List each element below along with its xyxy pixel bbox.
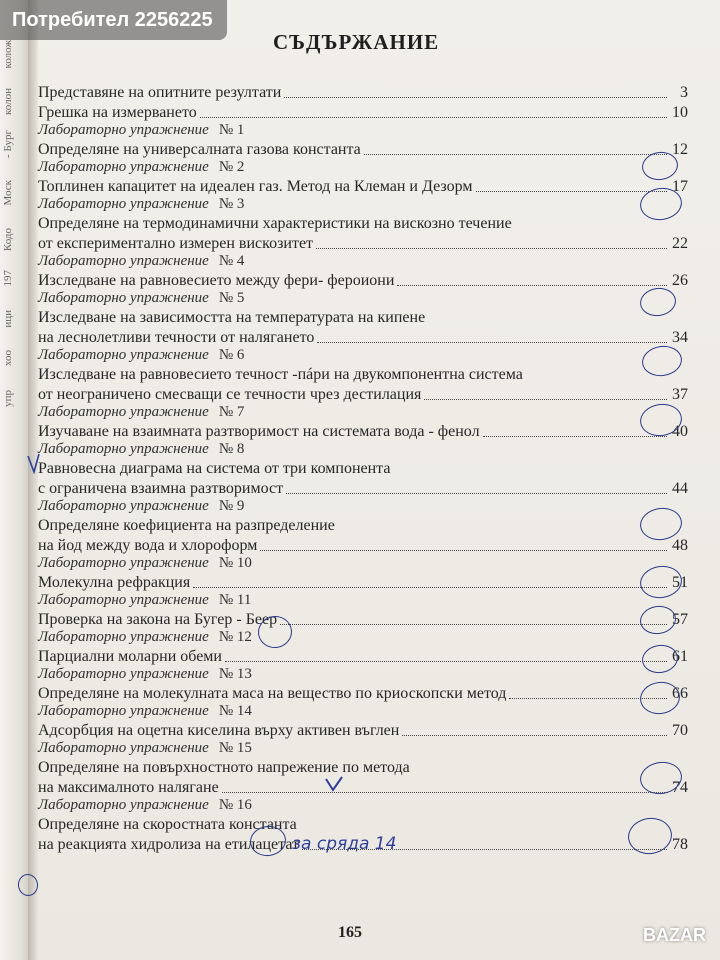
toc-entry-title: от експериментално измерен вискозитет: [38, 235, 314, 252]
lab-exercise-number: № 2: [218, 159, 245, 175]
toc-entry-title: Проверка на закона на Бугер - Беер: [38, 611, 278, 628]
lab-exercise-label: Лабораторно упражнение № 5: [38, 290, 245, 306]
lab-exercise-number: № 5: [218, 290, 245, 306]
dot-leader: [222, 791, 667, 793]
lab-exercise-number: № 7: [218, 404, 245, 420]
dot-leader: [397, 284, 667, 286]
lab-exercise-number: № 15: [218, 740, 252, 756]
checkmark-icon: [324, 776, 344, 792]
lab-exercise-label: Лабораторно упражнение № 10: [38, 555, 252, 571]
toc-entry: [38, 611, 688, 629]
toc-entry-title: Определяне на термодинамични характеристики на вискозно течение: [38, 215, 512, 232]
lab-exercise-label: Лабораторно упражнение № 16: [38, 797, 252, 813]
adjacent-page-fragment: 197: [2, 270, 14, 287]
toc-entry-title: на реакцията хидролиза на етилацетат: [38, 836, 300, 853]
lab-exercise-label: Лабораторно упражнение № 6: [38, 347, 245, 363]
lab-exercise-label: Лабораторно упражнение № 12: [38, 629, 252, 645]
toc-page-number: 10: [672, 104, 688, 121]
toc-page-number: 3: [680, 84, 688, 101]
toc-page-number: 34: [672, 329, 688, 346]
toc-entry-title: с ограничена взаимна разтворимост: [38, 480, 284, 497]
adjacent-page-fragment: колон: [2, 88, 14, 116]
bazar-logo: BAZAR: [643, 925, 706, 945]
toc-entry-title: Представяне на опитните резултати: [38, 84, 282, 101]
lab-exercise-number: № 9: [218, 498, 245, 514]
lab-exercise-number: № 14: [218, 703, 252, 719]
toc-entry-title: от неограничено смесващи се течности чрез дестилация: [38, 386, 422, 403]
page-number: 165: [338, 924, 362, 941]
toc-page-number: 44: [672, 480, 688, 497]
lab-exercise-number: № 11: [218, 592, 252, 608]
dot-leader: [402, 734, 667, 736]
lab-exercise-number: № 13: [218, 666, 252, 682]
toc-entry-title: Определяне на повърхностното напрежение по метода: [38, 759, 410, 776]
toc-entry-title: Равновесна диаграма на система от три компонента: [38, 460, 391, 477]
dot-leader: [483, 435, 667, 437]
toc-page-number: 22: [672, 235, 688, 252]
toc-entry: [38, 537, 688, 555]
toc-entry-title: Изследване на равновесието между фери- фероиони: [38, 272, 395, 289]
toc-entry: [38, 329, 688, 347]
adjacent-page-fragment: колож: [2, 40, 14, 69]
lab-exercise-label: Лабораторно упражнение № 1: [38, 122, 245, 138]
lab-exercise-number: № 3: [218, 196, 245, 212]
dot-leader: [260, 549, 667, 551]
lab-exercise-label: Лабораторно упражнение № 8: [38, 441, 245, 457]
lab-exercise-label: Лабораторно упражнение № 15: [38, 740, 252, 756]
toc-entry: [38, 235, 688, 253]
lab-exercise-label: Лабораторно упражнение № 14: [38, 703, 252, 719]
toc-entry-title: на йод между вода и хлороформ: [38, 537, 258, 554]
lab-exercise-number: № 6: [218, 347, 245, 363]
dot-leader: [316, 247, 667, 249]
toc-page-number: 48: [672, 537, 688, 554]
toc-entry: [38, 178, 688, 196]
lab-exercise-number: № 16: [218, 797, 252, 813]
adjacent-page-fragment: ици: [2, 310, 14, 328]
handwritten-note: за сряда 14: [292, 834, 397, 854]
adjacent-page-fragment: Кодо: [2, 228, 14, 252]
toc-entry: [38, 574, 688, 592]
toc-entry-title: Изследване на равновесието течност -пáри на двукомпонентна система: [38, 366, 523, 383]
adjacent-page-fragment: упр: [2, 390, 14, 407]
toc-entry-title: Топлинен капацитет на идеален газ. Метод на Клеман и Дезорм: [38, 178, 473, 195]
toc-page-number: 66: [672, 685, 688, 702]
toc-entry-title: Определяне коефициента на разпределение: [38, 517, 335, 534]
lab-exercise-number: № 4: [218, 253, 245, 269]
toc-page-number: 37: [672, 386, 688, 403]
user-watermark: Потребител 2256225: [0, 0, 227, 40]
toc-page-number: 74: [672, 779, 688, 796]
toc-page-number: 61: [672, 648, 688, 665]
toc-page-number: 40: [672, 423, 688, 440]
toc-entry: [38, 480, 688, 498]
dot-leader: [317, 341, 667, 343]
toc-entry: [38, 386, 688, 404]
adjacent-page-fragment: - Бург: [2, 130, 14, 158]
lab-exercise-label: Лабораторно упражнение № 3: [38, 196, 245, 212]
toc-entry-title: на леснолетливи течности от налягането: [38, 329, 315, 346]
toc-page-number: 51: [672, 574, 688, 591]
toc-page-number: 70: [672, 722, 688, 739]
toc-entry: [38, 141, 688, 159]
toc-entry-title: Парциални моларни обеми: [38, 648, 222, 665]
toc-entry: [38, 104, 688, 122]
lab-exercise-label: Лабораторно упражнение № 9: [38, 498, 245, 514]
dot-leader: [200, 116, 667, 118]
lab-exercise-label: Лабораторно упражнение № 13: [38, 666, 252, 682]
toc-entry: [38, 648, 688, 666]
toc-entry-title: Грешка на измерването: [38, 104, 197, 121]
toc-entry-title: Адсорбция на оцетна киселина върху активен въглен: [38, 722, 400, 739]
toc-entry: [38, 779, 688, 797]
dot-leader: [193, 586, 667, 588]
toc-entry: [38, 423, 688, 441]
toc-entry-title: Изучаване на взаимната разтворимост на системата вода - фенол: [38, 423, 480, 440]
dot-leader: [476, 190, 668, 192]
dot-leader: [280, 623, 667, 625]
toc-page-number: 57: [672, 611, 688, 628]
dot-leader: [284, 96, 667, 98]
adjacent-page-fragment: хоо: [2, 350, 14, 367]
toc-entry-title: Определяне на молекулната маса на вещество по криоскопски метод: [38, 685, 507, 702]
toc-entry-title: Изследване на зависимостта на температурата на кипене: [38, 309, 426, 326]
toc-entry: [38, 722, 688, 740]
toc-page-number: 12: [672, 141, 688, 158]
toc-page-number: 17: [672, 178, 688, 195]
page-title: СЪДЪРЖАНИЕ: [273, 30, 440, 54]
lab-exercise-number: № 8: [218, 441, 245, 457]
toc-entry-title: Определяне на универсалната газова константа: [38, 141, 361, 158]
dot-leader: [424, 398, 667, 400]
dot-leader: [286, 492, 667, 494]
toc-page-number: 78: [672, 836, 688, 853]
lab-exercise-label: Лабораторно упражнение № 4: [38, 253, 245, 269]
dot-leader: [364, 153, 667, 155]
lab-exercise-number: № 10: [218, 555, 252, 571]
toc-page-number: 26: [672, 272, 688, 289]
lab-exercise-number: № 1: [218, 122, 245, 138]
lab-exercise-label: Лабораторно упражнение № 11: [38, 592, 252, 608]
toc-entry-title: Молекулна рефракция: [38, 574, 191, 591]
toc-entry-title: на максималното налягане: [38, 779, 219, 796]
adjacent-page-fragment: Моск: [2, 180, 14, 206]
lab-exercise-label: Лабораторно упражнение № 7: [38, 404, 245, 420]
dot-leader: [225, 660, 667, 662]
toc-entry: [38, 272, 688, 290]
lab-exercise-number: № 12: [218, 629, 252, 645]
checkmark-icon: [26, 452, 42, 474]
toc-entry: [38, 685, 688, 703]
toc-entry-title: Определяне на скоростната константа: [38, 816, 297, 833]
lab-exercise-label: Лабораторно упражнение № 2: [38, 159, 245, 175]
toc-entry: [38, 84, 688, 102]
